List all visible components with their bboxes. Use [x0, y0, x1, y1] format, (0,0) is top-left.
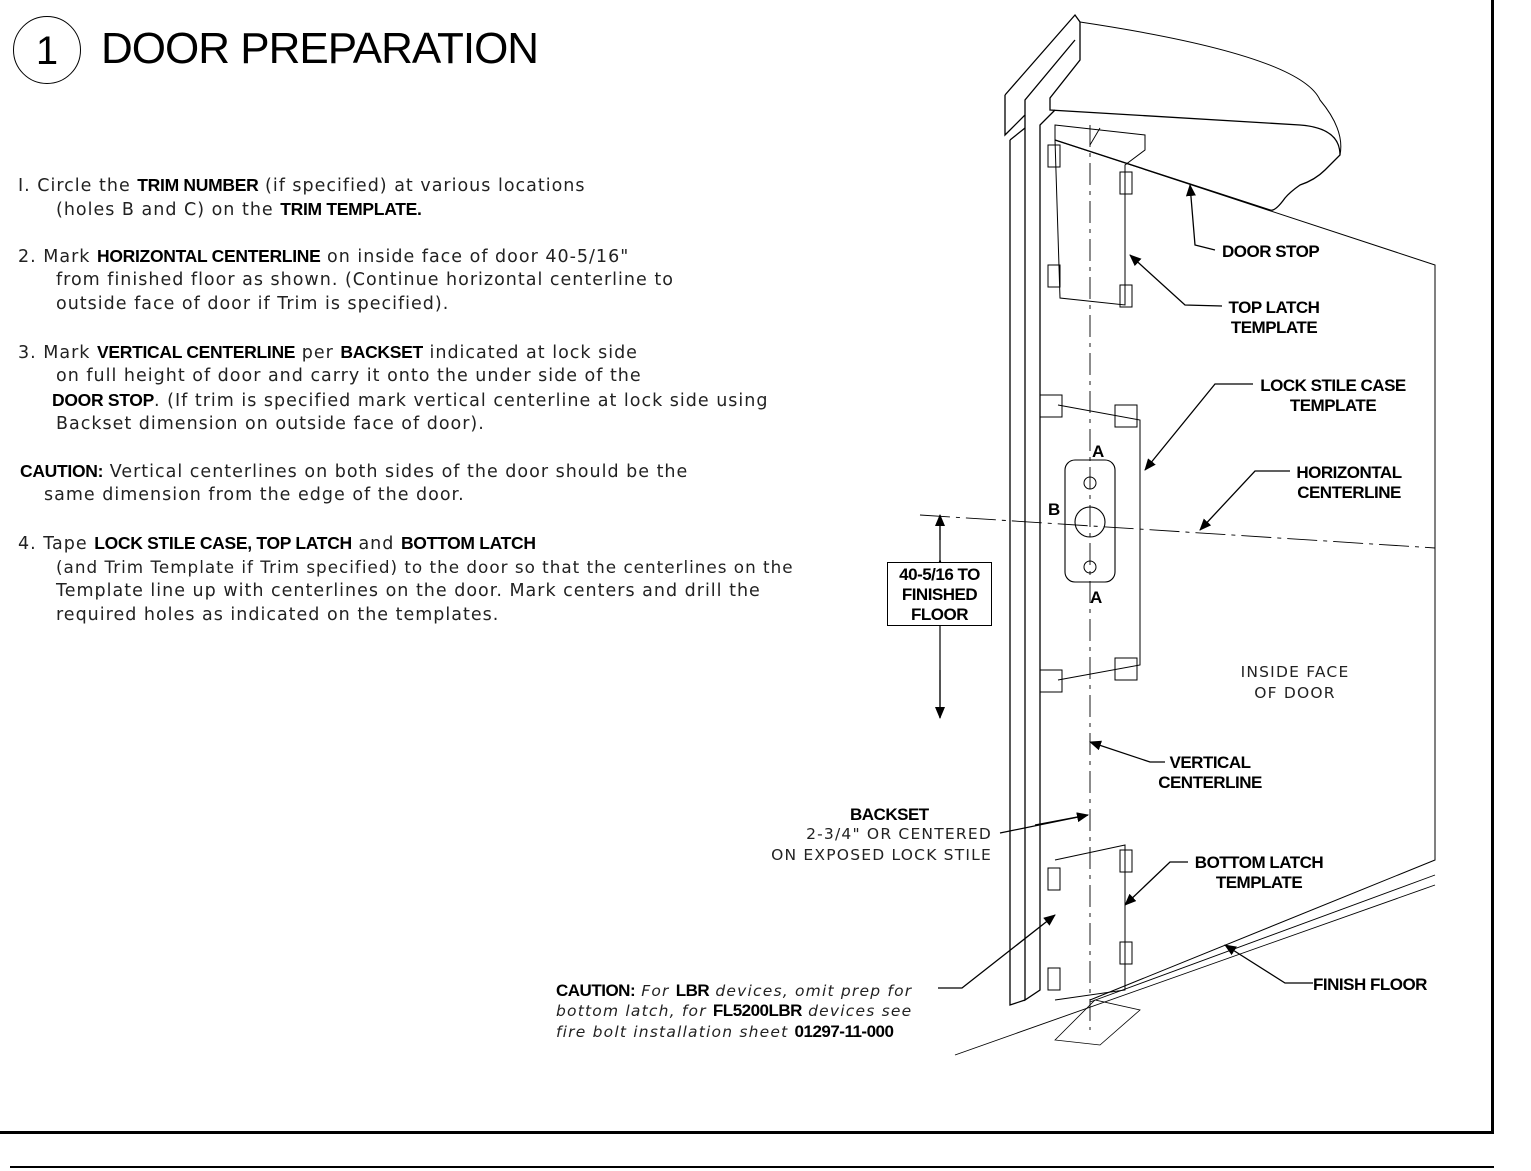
label-horizontal-1: HORIZONTAL: [1296, 463, 1402, 482]
dimension-label-line-1: 40-5/16 TO: [899, 565, 980, 584]
horizontal-leader: [1200, 471, 1290, 530]
label-hole-a-bottom: A: [1090, 588, 1102, 607]
step-3-line-2: on full height of door and carry it onto the under side of the: [56, 366, 642, 386]
step-1-line-1: I. Circle the TRIM NUMBER (if specified) at various locations: [18, 175, 586, 196]
label-inside-face-2: OF DOOR: [1254, 684, 1336, 702]
dimension-label-line-2: FINISHED: [901, 585, 978, 604]
label-backset: BACKSET: [850, 805, 929, 824]
door-stop-header: [1005, 15, 1340, 210]
step-4-line-4: required holes as indicated on the templates.: [56, 605, 500, 625]
label-vertical-1: VERTICAL: [1169, 753, 1251, 772]
label-bottom-latch-2: TEMPLATE: [1215, 873, 1303, 892]
step-2-line-3: outside face of door if Trim is specified).: [56, 294, 450, 314]
label-lock-stile-1: LOCK STILE CASE: [1260, 376, 1406, 395]
label-hole-b: B: [1048, 500, 1060, 519]
step-4-line-1: 4. Tape LOCK STILE CASE, TOP LATCH and BOTTOM LATCH: [18, 533, 536, 554]
caution-leader: [938, 915, 1055, 988]
dimension-label-line-3: FLOOR: [911, 605, 968, 624]
step-3-line-1: 3. Mark VERTICAL CENTERLINE per BACKSET indicated at lock side: [18, 342, 638, 363]
horizontal-centerline: [920, 515, 1435, 548]
label-door-stop: DOOR STOP: [1222, 242, 1320, 261]
caution-line-1: CAUTION: Vertical centerlines on both sides of the door should be the: [20, 461, 689, 482]
step-3-line-4: Backset dimension on outside face of door).: [56, 414, 485, 434]
door-stop-leader: [1190, 185, 1215, 250]
label-bottom-latch-1: BOTTOM LATCH: [1194, 853, 1324, 872]
top-latch-template: [1055, 125, 1145, 305]
label-vertical-2: CENTERLINE: [1158, 773, 1262, 792]
step-4-line-3: Template line up with centerlines on the door. Mark centers and drill the: [56, 581, 761, 601]
step-4-line-2: (and Trim Template if Trim specified) to the door so that the centerlines on the: [56, 557, 794, 577]
label-hole-a-top: A: [1092, 442, 1104, 461]
label-lock-stile-2: TEMPLATE: [1289, 396, 1377, 415]
caution-line-2: same dimension from the edge of the door.: [44, 485, 465, 505]
finish-floor-line: [955, 885, 1435, 1055]
label-backset-line-2: ON EXPOSED LOCK STILE: [771, 846, 992, 864]
label-horizontal-2: CENTERLINE: [1297, 483, 1401, 502]
lock-stile-leader: [1145, 384, 1253, 470]
label-top-latch-1: TOP LATCH: [1228, 298, 1320, 317]
step-1-line-2: (holes B and C) on the TRIM TEMPLATE.: [56, 199, 422, 220]
top-latch-leader: [1130, 255, 1222, 306]
step-2-line-1: 2. Mark HORIZONTAL CENTERLINE on inside face of door 40-5/16": [18, 246, 630, 267]
caution-bottom-line-1: CAUTION: For LBR devices, omit prep for: [556, 981, 913, 1000]
label-finish-floor: FINISH FLOOR: [1313, 975, 1427, 994]
page-title: DOOR PREPARATION: [101, 24, 539, 73]
step-number-badge: 1: [13, 16, 81, 84]
label-backset-line-1: 2-3/4" OR CENTERED: [806, 825, 992, 843]
caution-bottom-line-3: fire bolt installation sheet 01297-11-000: [556, 1022, 894, 1041]
step-3-line-3: DOOR STOP. (If trim is specified mark vertical centerline at lock side using: [52, 390, 769, 411]
bottom-latch-leader: [1125, 862, 1188, 905]
caution-bottom-line-2: bottom latch, for FL5200LBR devices see: [556, 1001, 913, 1020]
step-2-line-2: from finished floor as shown. (Continue horizontal centerline to: [56, 270, 674, 290]
label-top-latch-2: TEMPLATE: [1230, 318, 1318, 337]
label-inside-face-1: INSIDE FACE: [1240, 663, 1350, 681]
finish-floor-leader: [1225, 945, 1313, 983]
